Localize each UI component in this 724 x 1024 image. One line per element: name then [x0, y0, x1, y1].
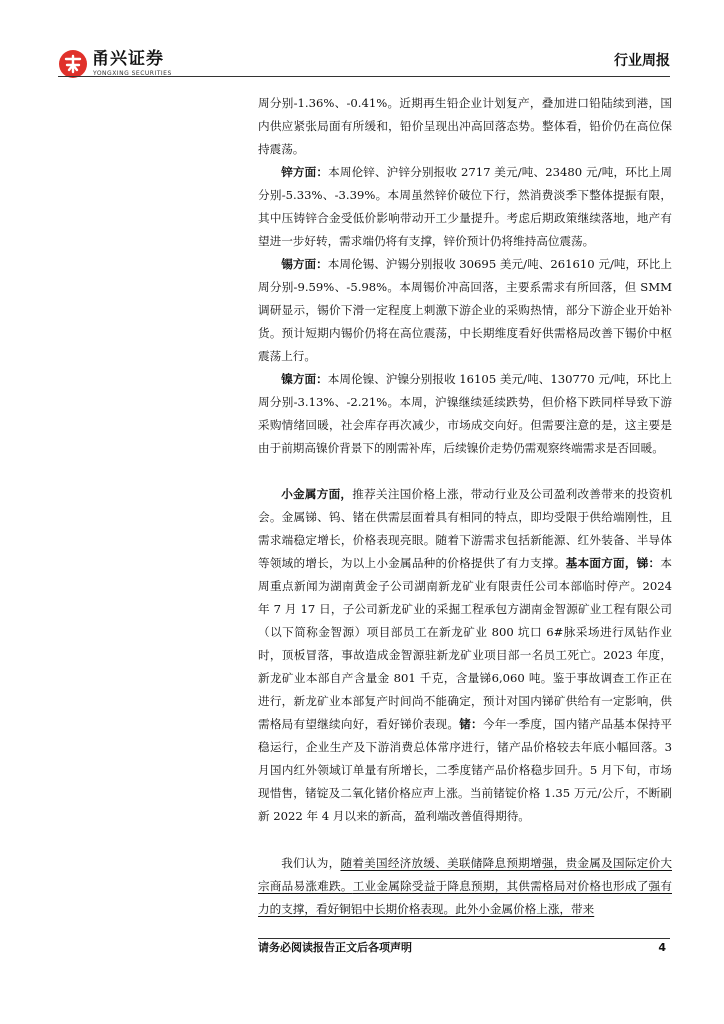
- minor-metals-paragraph: [258, 483, 672, 828]
- lead-paragraph: [258, 92, 672, 161]
- germanium-text: 今年一季度，国内锗产品基本保持平稳运行，企业生产及下游消费总体常序进行，锗产品价格较去年底小幅回落。3 月国内红外领域订单量有所增长，二季度锗产品价格稳步回升。5 月下旬，市场现惜售，锗锭及二氧化锗价格应声上涨。当前锗锭价格 1.35 万元/公斤，不断刷新 2022 年 4 月以来的新高，盈利端改善值得期待。: [258, 717, 672, 823]
- page-number: 4: [658, 941, 666, 954]
- footer-divider: [258, 938, 670, 939]
- nickel-text: 本周伦镍、沪镍分别报收 16105 美元/吨、130770 元/吨，环比上周分别-3.13%、-2.21%。本周，沪镍继续延续跌势，但价格下跌同样导致下游采购情绪回暖，社会库存再次减少，市场成交向好。但需要注意的是，这主要是由于前期高镍价背景下的刚需补库，后续镍价走势仍需观察终端需求是否回暖。: [258, 372, 672, 455]
- tin-paragraph: [258, 253, 672, 368]
- page-header: [0, 0, 724, 80]
- disclaimer-note: 请务必阅读报告正文后各项声明: [258, 941, 412, 954]
- minor-metals-text: 推荐关注国价格上涨，带动行业及公司盈利改善带来的投资机会。金属锑、钨、锗在供需层面着具有相同的特点，即均受限于供给端刚性，且需求端稳定增长，价格表现亮眼。随着下游需求包括新能源、红外装备、半导体等领域的增长，为以上小金属品种的价格提供了有力支撑。: [258, 487, 672, 570]
- report-body: [258, 92, 672, 921]
- conclusion-text: 工业金属除受益于降息预期，其供需格局对价格也形成了强有力的支撑，看好铜铝中长期价格表现。此外小金属价格上涨，带来: [258, 879, 672, 916]
- germanium-label: 锗：: [459, 717, 483, 731]
- conclusion-intro: 我们认为，: [281, 856, 341, 870]
- antimony-text: 本周重点新闻为湖南黄金子公司湖南新龙矿业有限责任公司本部临时停产。2024 年 7 月 17 日，子公司新龙矿业的采掘工程承包方湖南金智源矿业工程有限公司（以下简称金智源）项目部员工在新龙矿业 800 坑口 6#脉采场进行凤钻作业时，顶板冒落，事故造成金智源驻新龙矿业项目部一名员工死亡。2023 年度，新龙矿业本部自产含量金 801 千克，含量锑6,060 吨。鉴于事故调查工作正在进行，新龙矿业本部复产时间尚不能确定，预计对国内锑矿供给有一定影响，供需格局有望继续向好，看好锑价表现。: [258, 556, 672, 731]
- report-type-label: 行业周报: [614, 53, 670, 69]
- tin-text: 本周伦锡、沪锡分别报收 30695 美元/吨、261610 元/吨，环比上周分别-9.59%、-5.98%。本周锡价冲高回落，主要系需求有所回落，但 SMM调研显示，锡价下滑一定程度上刺激下游企业的采购热情，部分下游企业开始补货。预计短期内锡价仍将在高位震荡，中长期维度看好供需格局改善下锡价中枢震荡上行。: [258, 257, 672, 363]
- logo-english-name: YONGXING SECURITIES: [93, 70, 172, 77]
- zinc-text: 本周伦锌、沪锌分别报收 2717 美元/吨、23480 元/吨，环比上周分别-5.33%、-3.39%。本周虽然锌价破位下行，然消费淡季下整体提振有限，其中压铸锌合金受低价影响带动开工少量提升。考虑后期政策继续落地，地产有望进一步好转，需求端仍将有支撑，锌价预计仍将维持高位震荡。: [258, 165, 672, 248]
- conclusion-paragraph: [258, 852, 672, 921]
- minor-metals-label: 小金属方面，: [281, 487, 353, 501]
- header-divider: [58, 76, 670, 77]
- tin-label: 锡方面：: [281, 257, 328, 271]
- fundamental-label: 基本面方面，锑：: [565, 556, 661, 570]
- conclusion-underlined: 随着美国经济放缓、美联储降息预期增强，贵金属及国际定价大宗商品易涨难跌。: [258, 856, 672, 893]
- nickel-label: 镍方面：: [281, 372, 328, 386]
- logo-chinese-name: 甬兴证券: [92, 49, 164, 69]
- zinc-label: 锌方面：: [281, 165, 329, 179]
- lead-text: 周分别-1.36%、-0.41%。近期再生铅企业计划复产，叠加进口铅陆续到港，国内供应紧张局面有所缓和，铅价呈现出冲高回落态势。整体看，铅价仍在高位保持震荡。: [258, 96, 672, 156]
- nickel-paragraph: [258, 368, 672, 460]
- zinc-paragraph: [258, 161, 672, 253]
- yongxing-logo-icon: [58, 49, 88, 79]
